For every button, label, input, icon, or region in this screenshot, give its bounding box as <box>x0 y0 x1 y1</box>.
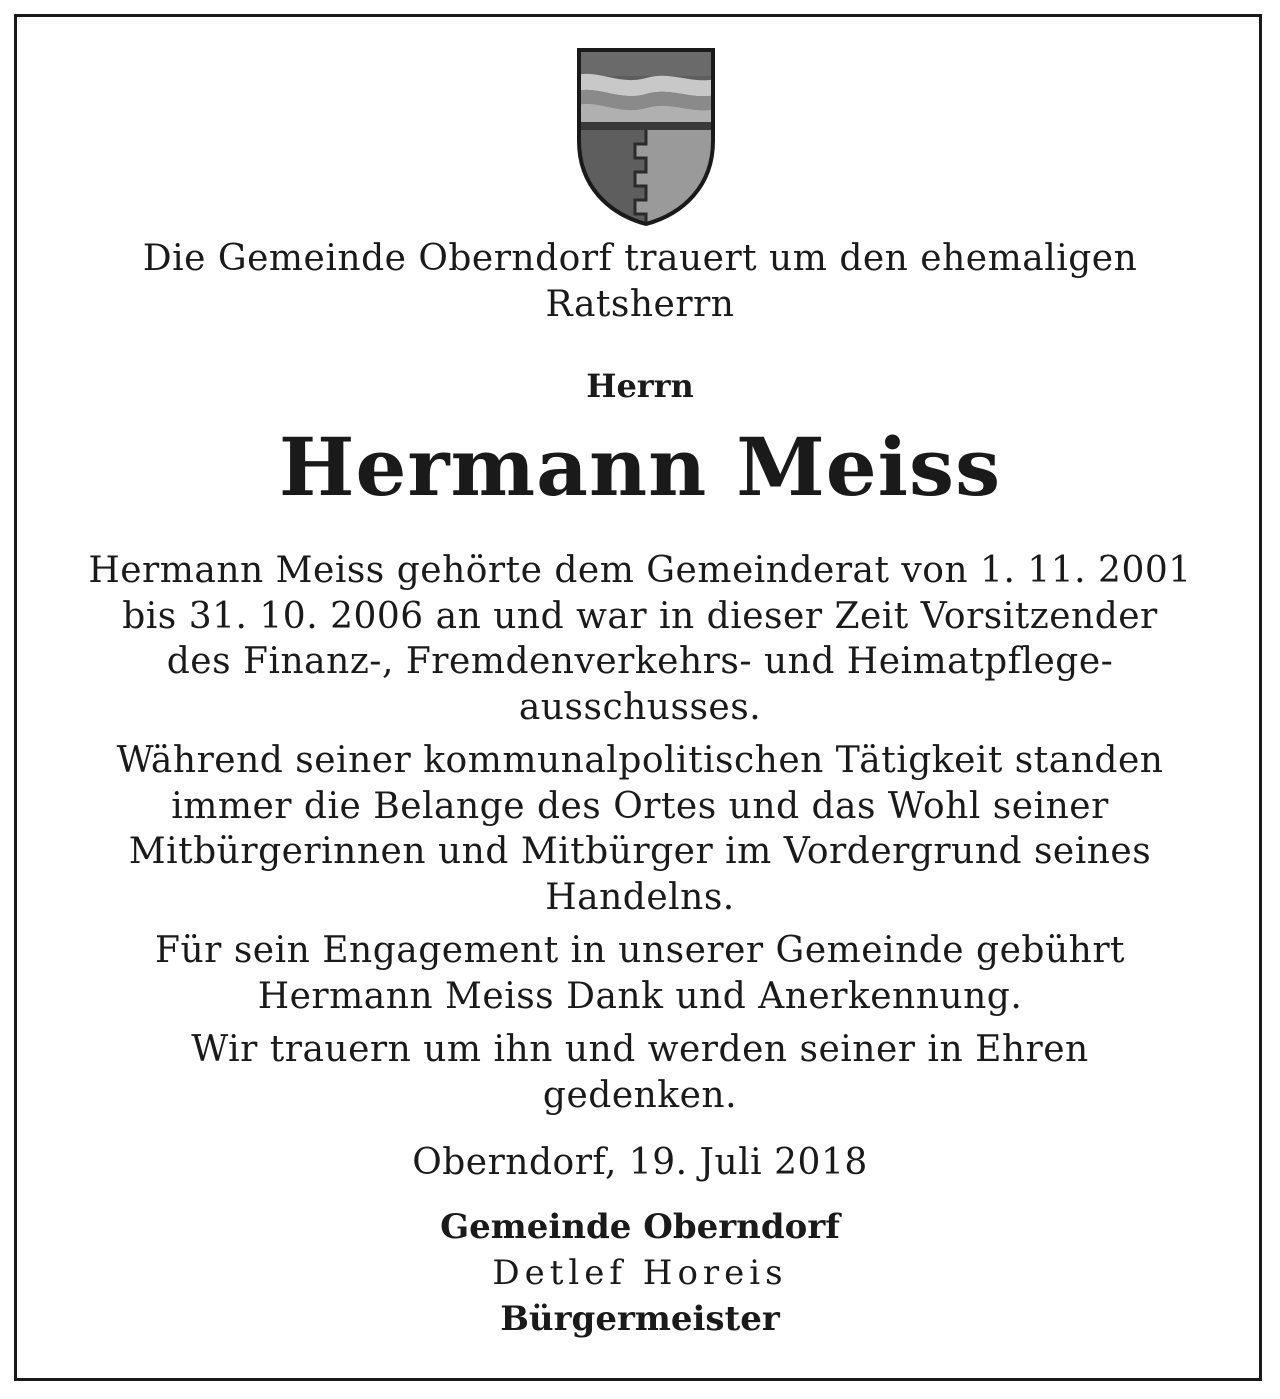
deceased-name: Hermann Meiss <box>278 420 1002 514</box>
text-line: bis 31. 10. 2006 an und war in dieser Zeit Vorsitzender <box>122 595 1158 637</box>
text-line: Hermann Meiss gehörte dem Gemeinderat von 1. 11. 2001 <box>88 550 1192 591</box>
text-line: Hermann Meiss Dank und Anerkennung. <box>257 975 1023 1017</box>
obituary-body <box>40 548 1240 1126</box>
coat-of-arms-icon <box>573 46 719 226</box>
text-line: Handelns. <box>545 876 735 918</box>
paragraph <box>40 548 1240 730</box>
intro-line: Die Gemeinde Oberndorf trauert um den ehemaligen <box>142 238 1138 279</box>
text-line: Wir trauern um ihn und werden seiner in Ehren <box>191 1029 1089 1070</box>
salutation: Herrn <box>586 367 694 405</box>
place-and-date: Oberndorf, 19. Juli 2018 <box>412 1142 868 1183</box>
signature-organization: Gemeinde Oberndorf <box>440 1207 840 1247</box>
intro-line: Ratsherrn <box>545 284 735 325</box>
paragraph <box>40 738 1240 920</box>
intro-text <box>40 236 1240 328</box>
paragraph <box>40 1027 1240 1118</box>
text-line: Für sein Engagement in unserer Gemeinde gebührt <box>155 930 1125 971</box>
text-line: gedenken. <box>542 1074 738 1116</box>
text-line: des Finanz-, Fremdenverkehrs- und Heimatpflege- <box>166 641 1114 682</box>
text-line: Mitbürgerinnen und Mitbürger im Vordergrund seines <box>128 831 1152 872</box>
text-line: Während seiner kommunalpolitischen Tätigkeit standen <box>116 740 1164 781</box>
paragraph <box>40 928 1240 1019</box>
signature-title: Bürgermeister <box>500 1299 780 1339</box>
text-line: immer die Belange des Ortes und das Wohl seiner <box>171 785 1109 827</box>
signature-person: Detlef Horeis <box>492 1253 788 1293</box>
text-line: ausschusses. <box>518 686 762 728</box>
